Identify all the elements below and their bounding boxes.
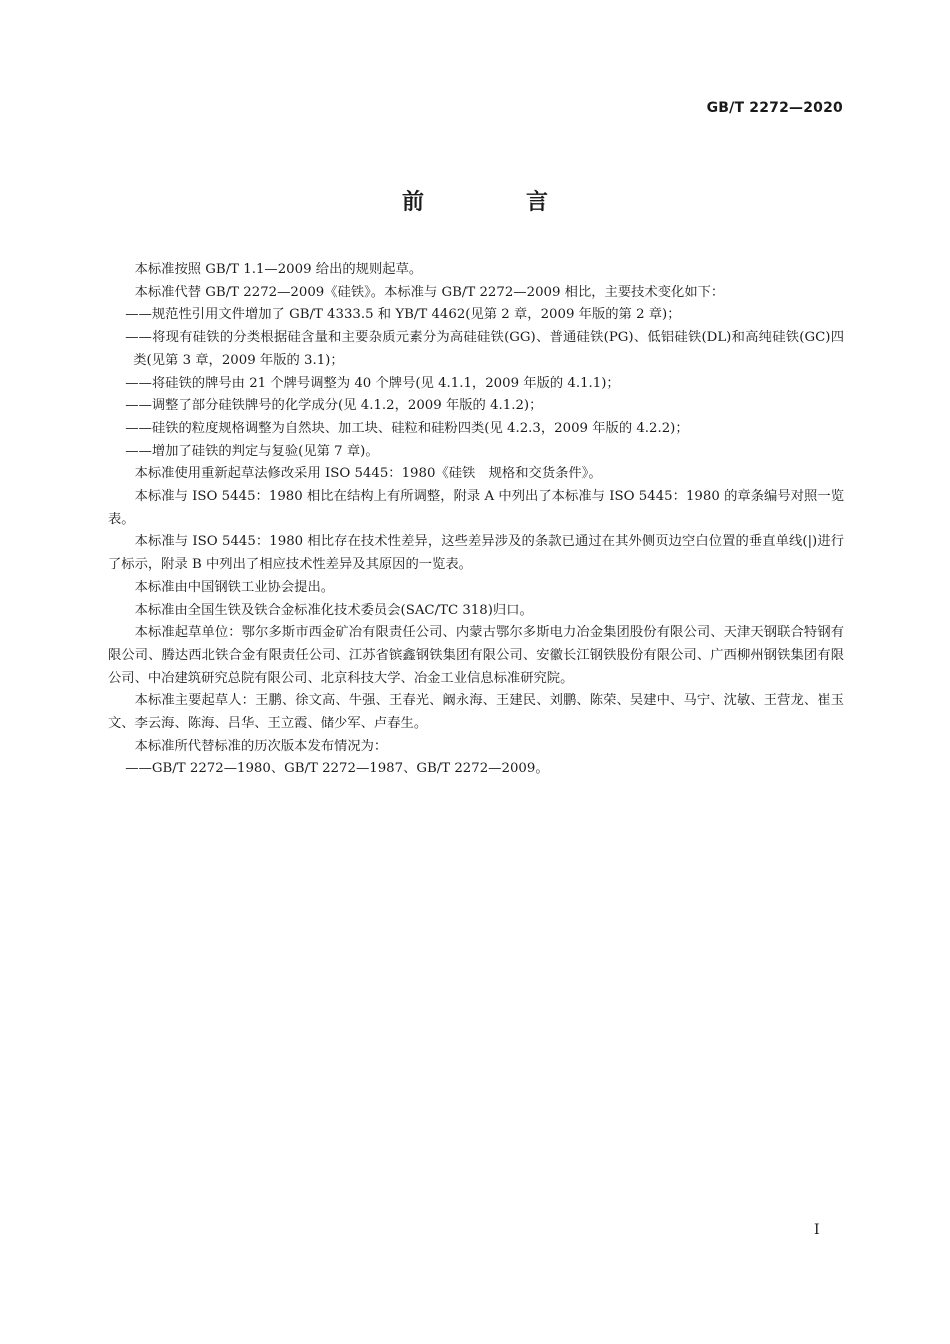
change-item: ——规范性引用文件增加了 GB/T 4333.5 和 YB/T 4462(见第 2 章，2009 年版的第 2 章)； <box>125 307 681 323</box>
change-item: ——调整了部分硅铁牌号的化学成分(见 4.1.2，2009 年版的 4.1.2)； <box>125 398 543 414</box>
paragraph-technical-differences: 本标准与 ISO 5445：1980 相比存在技术性差异，这些差异涉及的条款已通过在其外侧页边空白位置的垂直单线(|)进行了标示，附录 B 中列出了相应技术性差异及其原因的一览表。 <box>108 534 844 573</box>
paragraph-committee: 本标准由全国生铁及铁合金标准化技术委员会(SAC/TC 318)归口。 <box>134 602 533 618</box>
change-item: ——将硅铁的牌号由 21 个牌号调整为 40 个牌号(见 4.1.1，2009 年版的 4.1.1)； <box>125 375 620 391</box>
paragraph-replaces: 本标准代替 GB/T 2272—2009《硅铁》。本标准与 GB/T 2272—2009 相比，主要技术变化如下： <box>134 284 725 300</box>
change-item: ——硅铁的粒度规格调整为自然块、加工块、硅粒和硅粉四类(见 4.2.3，2009 年版的 4.2.2)； <box>125 420 689 436</box>
document-code: GB/T 2272—2020 <box>706 100 843 116</box>
paragraph-drafting-units: 本标准起草单位：鄂尔多斯市西金矿冶有限责任公司、内蒙古鄂尔多斯电力冶金集团股份有限公司、天津天钢联合特钢有限公司、腾达西北铁合金有限责任公司、江苏省镔鑫钢铁集团有限公司、安徽长江钢铁股份有限公司、广西柳州钢铁集团有限公司、中冶建筑研究总院有限公司、北京科技大学、冶金工业信息标准研究院。 <box>108 625 844 686</box>
paragraph-history-intro: 本标准所代替标准的历次版本发布情况为： <box>134 738 388 754</box>
document-body <box>108 259 844 781</box>
paragraph-iso-adoption: 本标准使用重新起草法修改采用 ISO 5445：1980《硅铁 规格和交货条件》。 <box>134 466 602 482</box>
history-item: ——GB/T 2272—1980、GB/T 2272—1987、GB/T 2272—2009。 <box>125 761 549 777</box>
paragraph-drafting-rules: 本标准按照 GB/T 1.1—2009 给出的规则起草。 <box>134 262 423 277</box>
change-item: ——将现有硅铁的分类根据硅含量和主要杂质元素分为高硅硅铁(GG)、普通硅铁(PG)、低铝硅铁(DL)和高纯硅铁(GC)四类(见第 3 章，2009 年版的 3.1)； <box>125 330 844 368</box>
paragraph-structure-differences: 本标准与 ISO 5445：1980 相比在结构上有所调整，附录 A 中列出了本标准与 ISO 5445：1980 的章条编号对照一览表。 <box>108 489 844 527</box>
page-number: I <box>814 1222 820 1238</box>
change-item: ——增加了硅铁的判定与复验(见第 7 章)。 <box>125 443 379 459</box>
paragraph-proposer: 本标准由中国钢铁工业协会提出。 <box>134 579 335 595</box>
page-title: 前 言 <box>401 190 588 215</box>
paragraph-drafters: 本标准主要起草人：王鹏、徐文高、牛强、王春光、阚永海、王建民、刘鹏、陈荣、吴建中、马宁、沈敏、王营龙、崔玉文、李云海、陈海、吕华、王立霞、储少军、卢春生。 <box>108 693 844 732</box>
